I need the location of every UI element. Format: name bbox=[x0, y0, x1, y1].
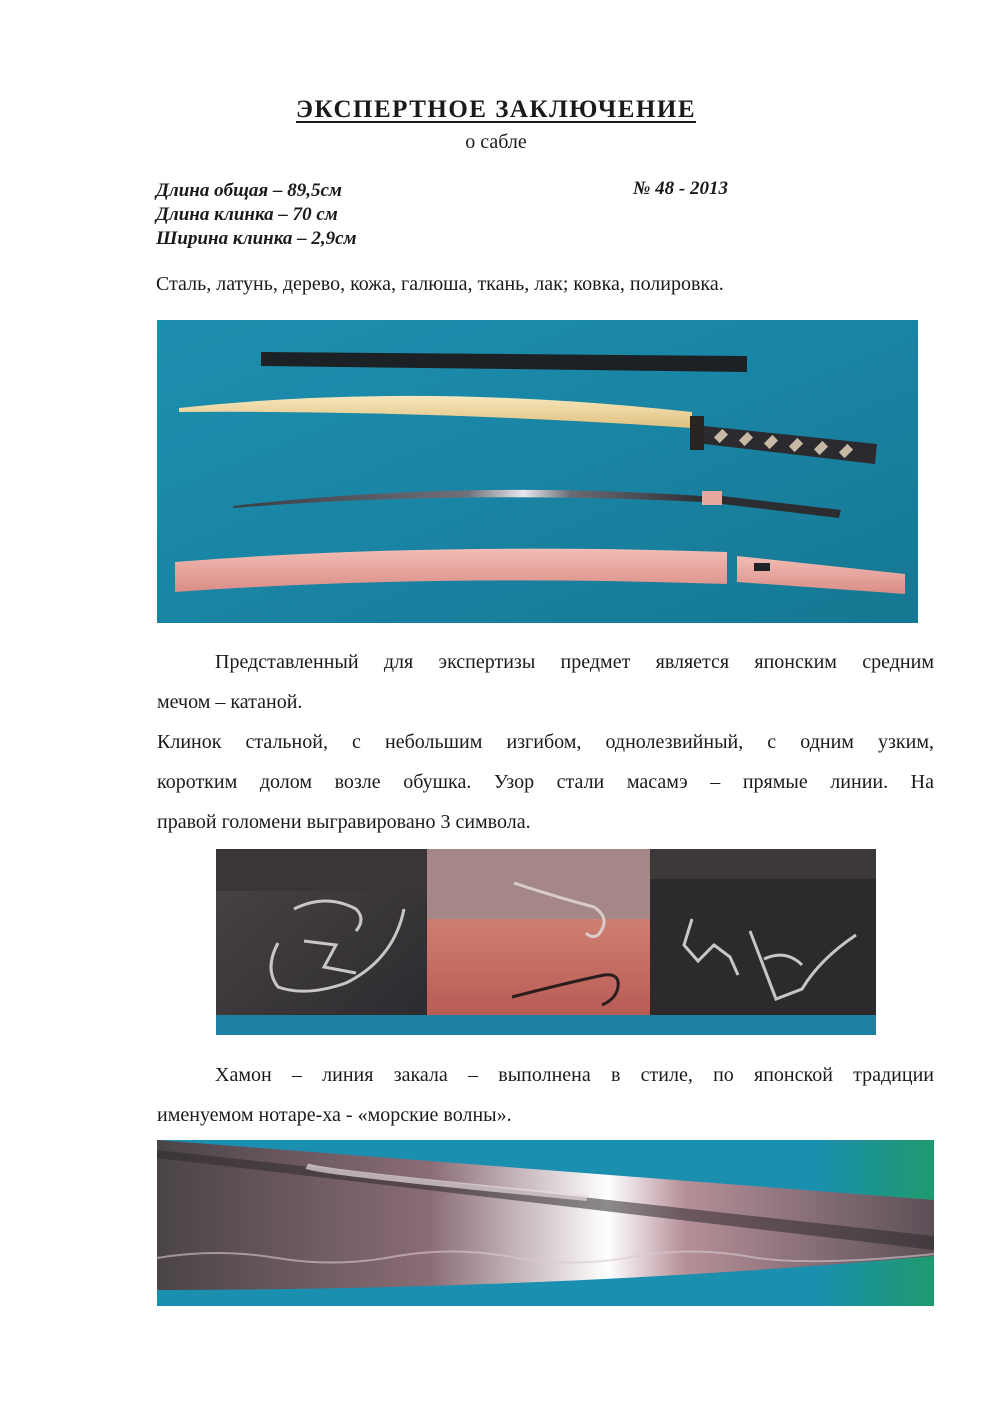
blade-closeup-photo bbox=[157, 1140, 934, 1306]
blade-closeup-illustration bbox=[157, 1140, 934, 1306]
description-line-4: коротким долом возле обушка. Узор стали масамэ – прямые линии. На bbox=[157, 771, 934, 793]
page-title: ЭКСПЕРТНОЕ ЗАКЛЮЧЕНИЕ bbox=[296, 96, 696, 123]
specs-block bbox=[156, 179, 357, 251]
page-subtitle: о сабле bbox=[465, 131, 527, 153]
materials-line: Сталь, латунь, дерево, кожа, галюша, ткань, лак; ковка, полировка. bbox=[156, 273, 724, 295]
katana-set-illustration bbox=[157, 320, 918, 623]
description-line-1: Представленный для экспертизы предмет является японским средним bbox=[215, 651, 934, 673]
description-line-2: мечом – катаной. bbox=[157, 691, 303, 713]
hamon-text bbox=[157, 1055, 934, 1135]
engraving-illustration bbox=[216, 849, 876, 1035]
hamon-line-2: именуемом нотаре-ха - «морские волны». bbox=[157, 1104, 512, 1126]
description-line-5: правой голомени выгравировано 3 символа. bbox=[157, 811, 531, 833]
description-text bbox=[157, 642, 934, 842]
spec-total-length: Длина общая – 89,5см bbox=[156, 180, 342, 201]
spec-blade-width: Ширина клинка – 2,9см bbox=[156, 228, 357, 249]
spec-blade-length: Длина клинка – 70 см bbox=[156, 204, 338, 225]
document-number: № 48 - 2013 bbox=[633, 178, 728, 199]
engraving-photos bbox=[216, 849, 876, 1035]
katana-set-photo bbox=[157, 320, 918, 623]
hamon-line-1: Хамон – линия закала – выполнена в стиле, по японской традиции bbox=[215, 1064, 934, 1086]
description-line-3: Клинок стальной, с небольшим изгибом, однолезвийный, с одним узким, bbox=[157, 731, 934, 753]
